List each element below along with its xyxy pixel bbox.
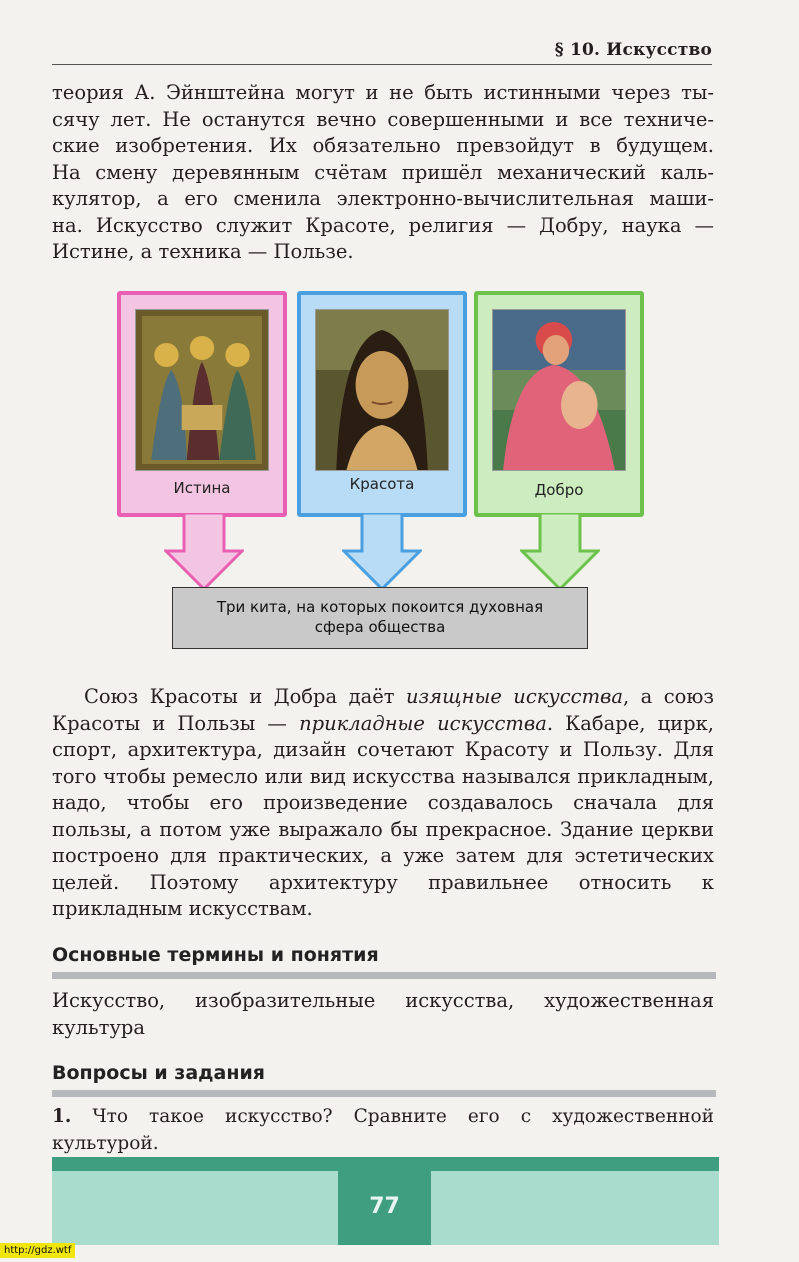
- question-text: Что такое искусство? Сравните его с художественной культурой.: [52, 1106, 714, 1154]
- card-truth: [117, 291, 287, 517]
- text-run: . Кабаре, цирк, спорт, архитектура, дизайн сочетают Красоту и Пользу. Для того чтобы ремесло или вид искусства назывался прикладным, надо, чтобы его произведение создавалось сначала для пользы, а потом уже выражало бы прекрасное. Здание церкви построено для практических, а уже затем для эстетических целей. Поэтому архитектуру правильнее относить к прикладным искусствам.: [52, 711, 714, 920]
- card-caption: Истина: [173, 479, 231, 497]
- terms-text: [52, 988, 714, 1041]
- term-applied-arts: прикладные искусства: [299, 711, 547, 735]
- text-run: Союз Красоты и Добра даёт: [84, 685, 406, 708]
- main-paragraph: [52, 684, 714, 923]
- watermark-link[interactable]: http://gdz.wtf: [0, 1243, 75, 1258]
- blue-down-arrow-icon: [342, 513, 422, 591]
- heading-rule: [52, 1090, 716, 1097]
- terms-section-heading: [52, 944, 716, 966]
- trinity-icon-painting: [135, 309, 269, 471]
- terms-list: Искусство, изобразительные искусства, художественная культура: [52, 989, 714, 1039]
- heading-text: Вопросы и задания: [52, 1062, 265, 1084]
- green-down-arrow-icon: [520, 513, 600, 591]
- mother-painting: [492, 309, 626, 471]
- card-beauty: [297, 291, 467, 517]
- footer-stripe: [52, 1157, 719, 1171]
- text-line: Истине, а техника — Пользе.: [52, 240, 354, 263]
- base-line: Три кита, на которых покоится духовная: [216, 598, 544, 616]
- card-caption: Добро: [534, 481, 584, 499]
- text-run: , а союз Красоты и Пользы —: [52, 685, 714, 735]
- questions-section-heading: [52, 1062, 716, 1084]
- running-header: [52, 38, 712, 65]
- text-line: На смену деревянным счётам пришёл механический каль-: [52, 160, 714, 184]
- base-line: сфера общества: [314, 618, 446, 636]
- intro-paragraph: [52, 80, 714, 266]
- text-line: теория А. Эйнштейна могут и не быть истинными через ты-: [52, 81, 714, 104]
- heading-rule: [52, 972, 716, 979]
- pink-down-arrow-icon: [164, 513, 244, 591]
- page-number: 77: [338, 1171, 431, 1245]
- mona-lisa-painting: [315, 309, 449, 471]
- section-title: § 10. Искусство: [554, 40, 712, 60]
- text-line: ские изобретения. Их обязательно превзойдут в будущем.: [52, 134, 714, 157]
- term-fine-arts: изящные искусства: [405, 685, 624, 708]
- text-line: сячу лет. Не останутся вечно совершенными и все техниче-: [52, 107, 714, 131]
- question-number: 1.: [52, 1106, 72, 1127]
- question-item: [52, 1104, 714, 1157]
- three-whales-figure: [112, 287, 652, 657]
- text-line: на. Искусство служит Красоте, религия — Добру, наука —: [52, 213, 714, 237]
- page-footer: [52, 1157, 719, 1245]
- card-goodness: [474, 291, 644, 517]
- card-caption: Красота: [349, 475, 415, 493]
- heading-text: Основные термины и понятия: [52, 944, 379, 966]
- spiritual-sphere-box: [172, 587, 588, 649]
- text-line: кулятор, а его сменила электронно-вычислительная маши-: [52, 187, 714, 210]
